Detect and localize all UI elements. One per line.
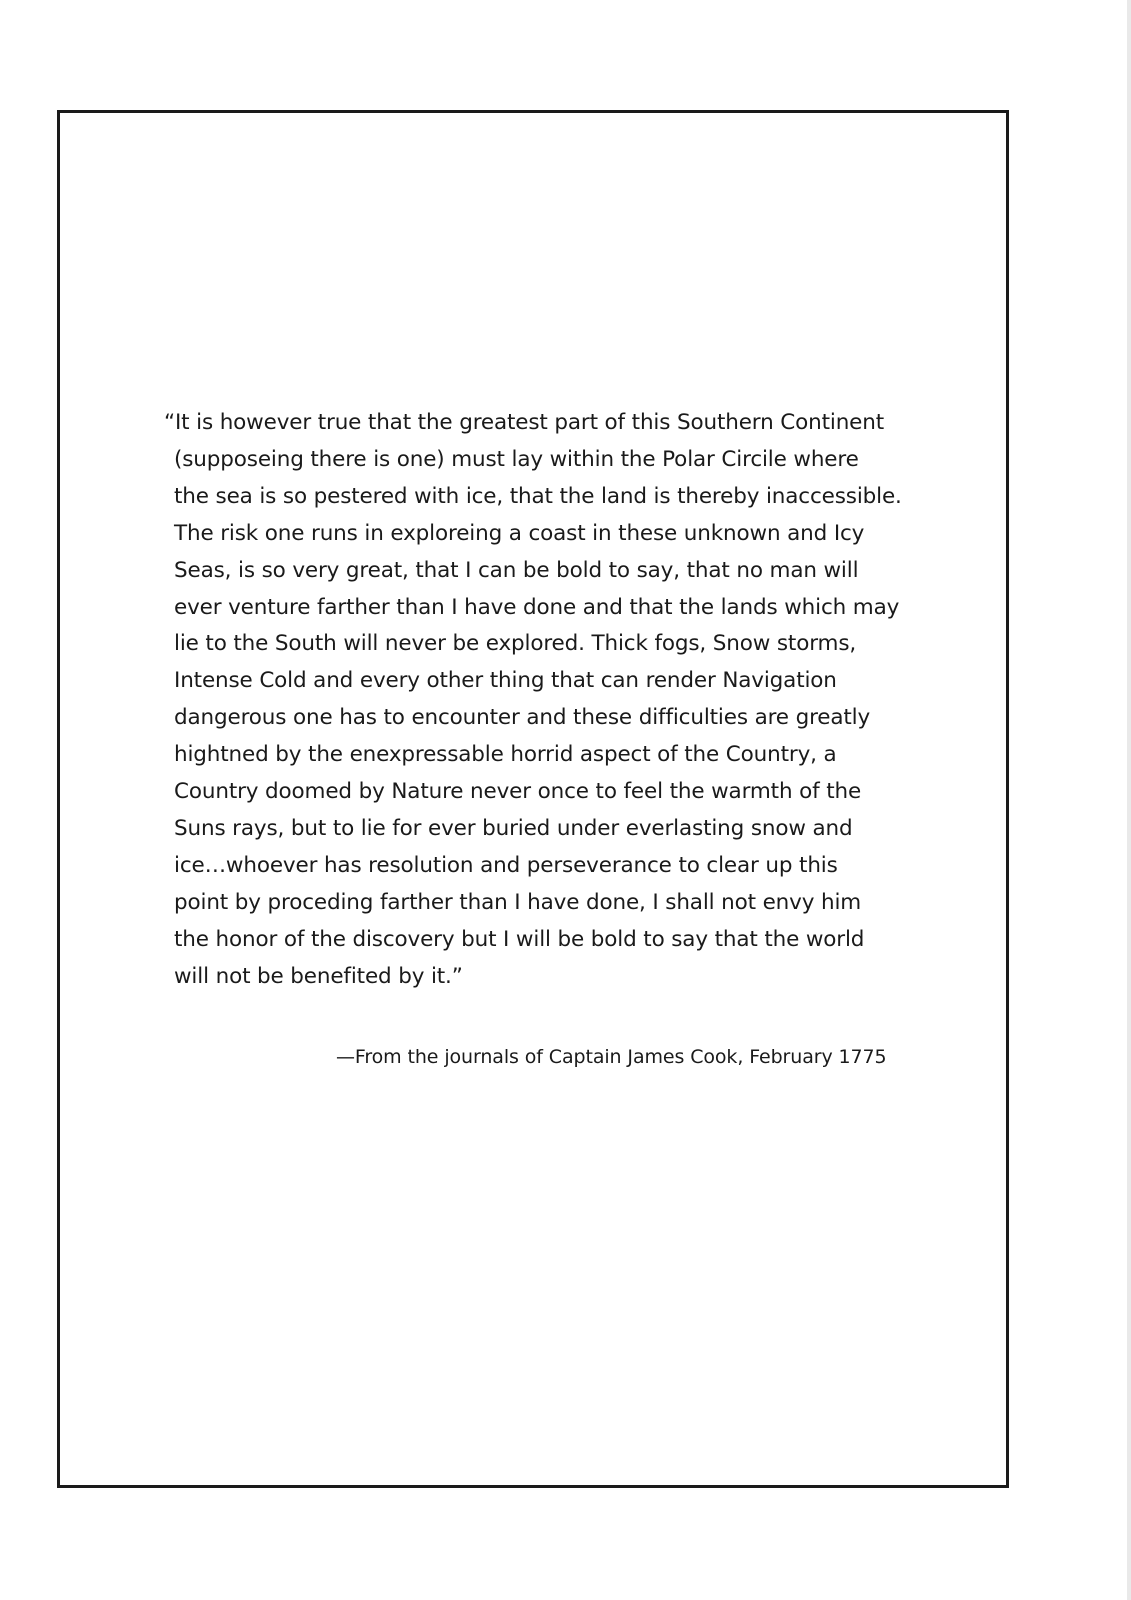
page-edge-shadow <box>1127 0 1131 1600</box>
quote-line: the honor of the discovery but I will be bold to say that the world <box>174 926 865 952</box>
quote-line: Suns rays, but to lie for ever buried under everlasting snow and <box>174 815 853 841</box>
quote-line: dangerous one has to encounter and these difficulties are greatly <box>174 705 871 731</box>
quote-line: The risk one runs in exploreing a coast in these unknown and Icy <box>174 520 865 546</box>
quote-line: the sea is so pestered with ice, that the land is thereby inaccessible. <box>174 483 902 509</box>
quote-line: Seas, is so very great, that I can be bold to say, that no man will <box>174 557 859 583</box>
quote-line: “It is however true that the greatest part of this Southern Continent <box>164 410 885 435</box>
quote-attribution: —From the journals of Captain James Cook, February 1775 <box>336 1046 887 1068</box>
quote-line: will not be benefited by it.” <box>174 963 463 989</box>
quote-line: hightned by the enexpressable horrid aspect of the Country, a <box>174 742 837 768</box>
quote-line: lie to the South will never be explored. Thick fogs, Snow storms, <box>174 631 857 657</box>
quote-line: Intense Cold and every other thing that can render Navigation <box>174 668 837 694</box>
quote-line: Country doomed by Nature never once to feel the warmth of the <box>174 779 862 805</box>
quote-line: ice…whoever has resolution and perseverance to clear up this <box>174 852 838 878</box>
epigraph-quote <box>164 405 924 996</box>
quote-line: (supposeing there is one) must lay within the Polar Circile where <box>174 446 859 472</box>
quote-line: ever venture farther than I have done and that the lands which may <box>174 594 900 620</box>
quote-line: point by proceding farther than I have done, I shall not envy him <box>174 889 862 915</box>
